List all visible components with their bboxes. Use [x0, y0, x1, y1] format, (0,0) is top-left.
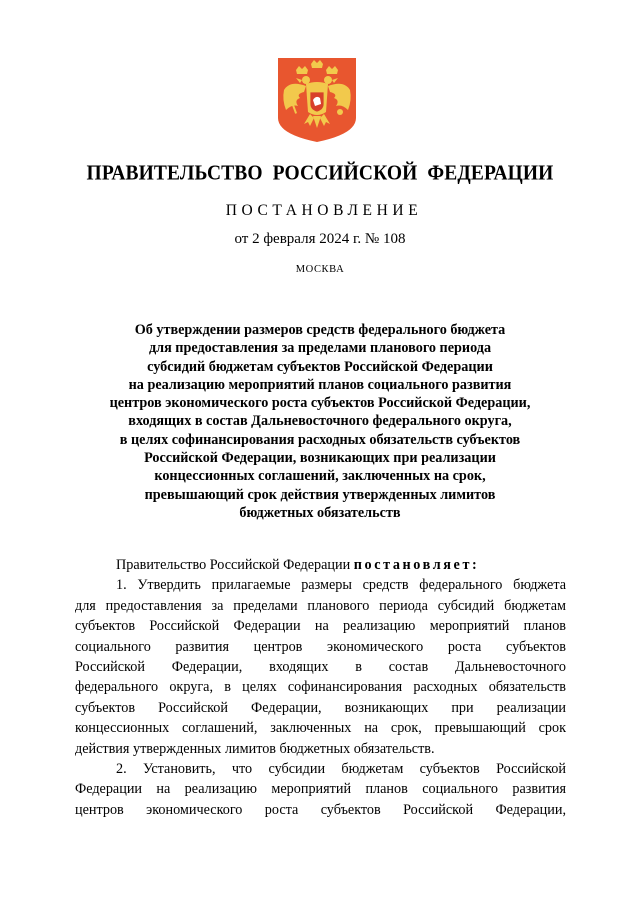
- russian-coat-of-arms-icon: [276, 56, 358, 144]
- subject-line: входящих в состав Дальневосточного федерального округа,: [128, 413, 512, 430]
- paragraph-2: [75, 759, 566, 820]
- paragraph-line: субъектов Российской Федерации, возникающих при реализации: [75, 699, 566, 716]
- subject-line: центров экономического роста субъектов Российской Федерации,: [109, 395, 531, 412]
- paragraph-line: федерального округа, в целях софинансирования расходных обязательств: [75, 679, 566, 696]
- subject-line: для предоставления за пределами планового периода: [148, 340, 492, 357]
- document-date-number: от 2 февраля 2024 г. № 108: [234, 231, 406, 247]
- resolution-intro: [75, 555, 566, 575]
- resolution-keyword: постановляет:: [353, 557, 480, 573]
- paragraph-line: для предоставления за пределами планового периода субсидий бюджетам: [75, 597, 566, 614]
- subject-line: на реализацию мероприятий планов социального развития: [128, 376, 512, 393]
- subject-line: превышающий срок действия утвержденных лимитов: [144, 486, 496, 503]
- paragraph-line: социального развития центров экономического роста субъектов: [75, 638, 566, 655]
- subject-line: Об утверждении размеров средств федерального бюджета: [134, 322, 506, 338]
- paragraph-line: 1. Утвердить прилагаемые размеры средств федерального бюджета: [116, 577, 566, 594]
- subject-line: Российской Федерации, возникающих при реализации: [144, 450, 496, 467]
- subject-line: бюджетных обязательств: [239, 504, 401, 521]
- paragraph-line: действия утвержденных лимитов бюджетных обязательств.: [75, 740, 435, 757]
- paragraph-line: Федерации на реализацию мероприятий планов социального развития: [75, 781, 566, 798]
- paragraph-line: концессионных соглашений, заключенных на срок, превышающий срок: [75, 720, 566, 737]
- subject-line: концессионных соглашений, заключенных на срок,: [154, 468, 486, 485]
- paragraph-line: Российской Федерации, входящих в состав Дальневосточного: [75, 658, 566, 675]
- paragraph-line: субъектов Российской Федерации на реализацию мероприятий планов: [75, 618, 566, 635]
- document-city: МОСКВА: [295, 264, 345, 275]
- government-title: ПРАВИТЕЛЬСТВО РОССИЙСКОЙ ФЕДЕРАЦИИ: [86, 162, 554, 185]
- resolution-intro-text: Правительство Российской Федерации: [116, 557, 354, 573]
- subject-line: субсидий бюджетам субъектов Российской Федерации: [147, 358, 493, 375]
- paragraph-1: [75, 575, 566, 759]
- document-body: [75, 555, 566, 820]
- document-type: ПОСТАНОВЛЕНИЕ: [225, 202, 423, 219]
- document-subject: [60, 321, 580, 522]
- subject-line: в целях софинансирования расходных обязательств субъектов: [119, 431, 521, 448]
- paragraph-line: центров экономического роста субъектов Российской Федерации,: [75, 801, 566, 818]
- paragraph-line: 2. Установить, что субсидии бюджетам субъектов Российской: [116, 760, 566, 777]
